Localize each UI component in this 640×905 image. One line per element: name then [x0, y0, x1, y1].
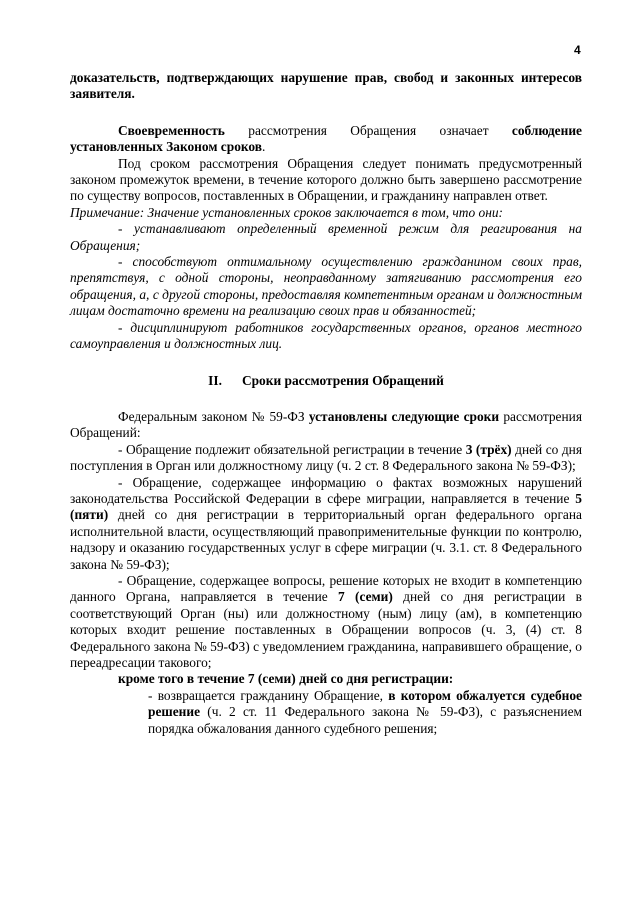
timeliness-mid: рассмотрения Обращения означает	[224, 122, 512, 138]
rule-migration	[70, 475, 582, 573]
page-number: 4	[574, 43, 581, 57]
return-end: (ч. 2 ст. 11 Федерального закона № 59-ФЗ), с разъяснением порядка обжалования данного судебного решения;	[148, 704, 582, 736]
term-definition: Под сроком рассмотрения Обращения следует понимать предусмотренный законом промежуток времени, в течение которого должно быть завершено рассмотрение по существу вопросов, поставленных в Обращении, и гражданину направлен ответ.	[70, 155, 582, 204]
note-item-2: - способствуют оптимальному осуществлению гражданином своих прав, препятствуя, с одной стороны, неоправданному затягиванию рассмотрения его обращения, а, с другой стороны, предоставляя компетентным органам и должностным лицам достаточно времени на реализацию своих прав и обязанностей;	[70, 254, 582, 319]
rule-registration	[70, 442, 582, 475]
note-item-1: - устанавливают определенный временной режим для реагирования на Обращения;	[70, 221, 582, 253]
note-item-3: - дисциплинируют работников государственных органов, органов местного самоуправления и должностных лиц.	[70, 319, 582, 352]
section-number: II.	[208, 372, 222, 388]
law-intro-start: Федеральным законом № 59-ФЗ	[118, 408, 309, 424]
law-intro-end: рассмотрения Обращений:	[70, 408, 582, 441]
rule2-end: дней со дня регистрации в территориальный орган федерального органа исполнительной власти, осуществляющий правоприменительные функции по контролю, надзору и оказанию государственных услуг в сфере миграции (ч. 3.1. ст. 8 Федерального закона № 59-ФЗ);	[70, 507, 582, 572]
document-body	[70, 70, 582, 737]
timeliness-term: Своевременность	[118, 122, 225, 138]
besides-line: кроме того в течение 7 (семи) дней со дня регистрации:	[118, 671, 454, 687]
timeliness-emphasis: соблюдение установленных Законом сроков	[70, 122, 582, 155]
note-intro: Примечание: Значение установленных сроков заключается в том, что они:	[70, 204, 504, 220]
return-bold: в котором обжалуется судебное решение	[148, 687, 582, 720]
rule2-term: 5 (пяти)	[70, 490, 582, 523]
top-paragraph: доказательств, подтверждающих нарушение прав, свобод и законных интересов заявителя.	[70, 70, 582, 102]
rule3-end: дней со дня регистрации в соответствующий Орган (ны) или должностному (ным) лицу (ам), в компетенцию которых входит решение поставленных в Обращении вопросов (ч. 3, (4) ст. 8 Федерального закона № 59-ФЗ) с уведомлением гражданина, направившего обращение, о переадресации такового;	[70, 589, 582, 670]
rule1-end: дней со дня поступления в Орган или должностному лицу (ч. 2 ст. 8 Федерального закона № 59-ФЗ);	[70, 441, 582, 474]
rule3-term: 7 (семи)	[338, 589, 393, 605]
rule1-term: 3 (трёх)	[465, 441, 512, 457]
spacer	[70, 103, 582, 123]
law-intro	[70, 409, 582, 442]
rule-redirect	[70, 573, 582, 671]
rule2-start: - Обращение, содержащее информацию о фактах возможных нарушений законодательства Российской Федерации в сфере миграции, направляется в течение	[70, 474, 582, 506]
spacer	[70, 389, 582, 409]
rule3-start: - Обращение, содержащее вопросы, решение которых не входит в компетенцию данного Органа, направляется в течение	[70, 572, 582, 605]
spacer	[70, 353, 582, 373]
timeliness-paragraph	[70, 123, 582, 156]
timeliness-end: .	[262, 139, 266, 155]
law-intro-bold: установлены следующие сроки	[308, 408, 500, 424]
return-item	[148, 688, 582, 737]
rule1-start: - Обращение подлежит обязательной регистрации в течение	[118, 441, 466, 457]
section-title: Сроки рассмотрения Обращений	[241, 372, 444, 388]
section-heading	[70, 373, 582, 389]
return-start: - возвращается гражданину Обращение,	[148, 687, 389, 703]
